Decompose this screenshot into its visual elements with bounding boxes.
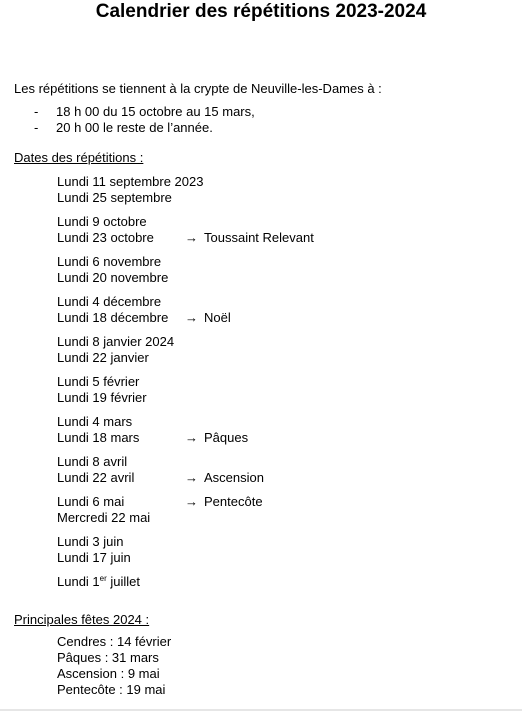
- rehearsal-date-suffix: juillet: [106, 574, 141, 589]
- schedule-text: 18 h 00 du 15 octobre au 15 mars,: [56, 104, 255, 119]
- arrow-right-icon: →: [185, 470, 198, 485]
- page-title: Calendrier des répétitions 2023-2024: [95, 1, 427, 22]
- date-group: [57, 294, 231, 326]
- date-group: [57, 374, 203, 406]
- rehearsal-date-row: [57, 374, 203, 390]
- date-group: [57, 174, 203, 206]
- rehearsal-date-row: [57, 174, 203, 190]
- event-note: [185, 310, 231, 326]
- date-group: [57, 214, 314, 246]
- rehearsal-date-prefix: Lundi 1: [57, 574, 100, 589]
- rehearsal-date: Lundi 9 octobre: [57, 214, 147, 229]
- rehearsal-date: Lundi 8 avril: [57, 454, 128, 469]
- rehearsal-date: Lundi 22 janvier: [57, 350, 149, 365]
- rehearsal-date-row: [57, 334, 203, 350]
- rehearsal-date-row: [57, 414, 203, 430]
- rehearsal-date: Lundi 19 février: [57, 390, 147, 405]
- date-group: [57, 534, 203, 566]
- rehearsal-date: Lundi 5 février: [57, 374, 140, 389]
- event-label: Ascension: [204, 470, 264, 485]
- rehearsal-date-row: [57, 294, 203, 310]
- rehearsal-date: Lundi 20 novembre: [57, 270, 169, 285]
- feast-item: Ascension : 9 mai: [57, 666, 160, 681]
- rehearsal-date: Lundi 11 septembre 2023: [57, 174, 204, 189]
- rehearsal-date: Mercredi 22 mai: [57, 510, 151, 525]
- event-note: [185, 494, 263, 510]
- feast-item: Pâques : 31 mars: [57, 650, 159, 665]
- rehearsal-dates-list: [57, 174, 314, 598]
- rehearsal-date: Lundi 6 mai: [57, 494, 125, 509]
- feasts-heading: Principales fêtes 2024 :: [14, 612, 150, 627]
- event-note: [185, 230, 314, 246]
- rehearsal-date-row: [57, 574, 203, 590]
- rehearsal-date: Lundi 4 mars: [57, 414, 133, 429]
- rehearsal-date-row: [57, 230, 314, 246]
- rehearsal-date-row: [57, 494, 263, 510]
- rehearsal-date-row: [57, 350, 203, 366]
- rehearsal-date: Lundi 3 juin: [57, 534, 124, 549]
- rehearsal-date-row: [57, 510, 203, 526]
- rehearsal-date: Lundi 23 octobre: [57, 230, 154, 245]
- event-note: [185, 470, 264, 486]
- rehearsal-date-row: [57, 470, 264, 486]
- feast-item: Pentecôte : 19 mai: [57, 682, 166, 697]
- rehearsal-date: Lundi 4 décembre: [57, 294, 162, 309]
- date-group: [57, 494, 263, 526]
- rehearsal-date-row: [57, 430, 249, 446]
- event-label: Toussaint Relevant: [204, 230, 314, 245]
- rehearsal-date: Lundi 25 septembre: [57, 190, 172, 205]
- intro-text: Les répétitions se tiennent à la crypte de Neuville-les-Dames à :: [14, 81, 382, 96]
- rehearsal-date-row: [57, 454, 203, 470]
- event-label: Pentecôte: [204, 494, 263, 509]
- rehearsal-date: Lundi 8 janvier 2024: [57, 334, 175, 349]
- arrow-right-icon: →: [185, 230, 198, 245]
- date-group: [57, 574, 203, 590]
- schedule-item: [34, 120, 255, 136]
- rehearsal-date-row: [57, 550, 203, 566]
- event-note: [185, 430, 248, 446]
- arrow-right-icon: →: [185, 430, 198, 445]
- rehearsal-date: Lundi 17 juin: [57, 550, 131, 565]
- event-label: Pâques: [204, 430, 249, 445]
- dash-bullet: -: [34, 120, 39, 135]
- dates-heading: Dates des répétitions :: [14, 150, 144, 165]
- feast-item: Cendres : 14 février: [57, 634, 172, 649]
- schedule-list: [34, 104, 255, 136]
- date-group: [57, 334, 203, 366]
- date-group: [57, 254, 203, 286]
- event-label: Noël: [204, 310, 231, 325]
- rehearsal-date-row: [57, 310, 231, 326]
- rehearsal-date: Lundi 18 mars: [57, 430, 140, 445]
- date-group: [57, 454, 264, 486]
- rehearsal-date-row: [57, 254, 203, 270]
- rehearsal-date: Lundi 6 novembre: [57, 254, 162, 269]
- date-group: [57, 414, 249, 446]
- rehearsal-date-row: [57, 534, 203, 550]
- dash-bullet: -: [34, 104, 39, 119]
- rehearsal-date-row: [57, 390, 203, 406]
- schedule-text: 20 h 00 le reste de l’année.: [56, 120, 213, 135]
- rehearsal-date-row: [57, 190, 203, 206]
- feasts-list: [57, 634, 171, 698]
- schedule-item: [34, 104, 255, 120]
- ordinal-suffix: er: [99, 574, 107, 583]
- rehearsal-date-row: [57, 270, 203, 286]
- rehearsal-date: Lundi 18 décembre: [57, 310, 169, 325]
- rehearsal-date-row: [57, 214, 203, 230]
- arrow-right-icon: →: [185, 310, 198, 325]
- rehearsal-date: Lundi 22 avril: [57, 470, 135, 485]
- arrow-right-icon: →: [185, 494, 198, 509]
